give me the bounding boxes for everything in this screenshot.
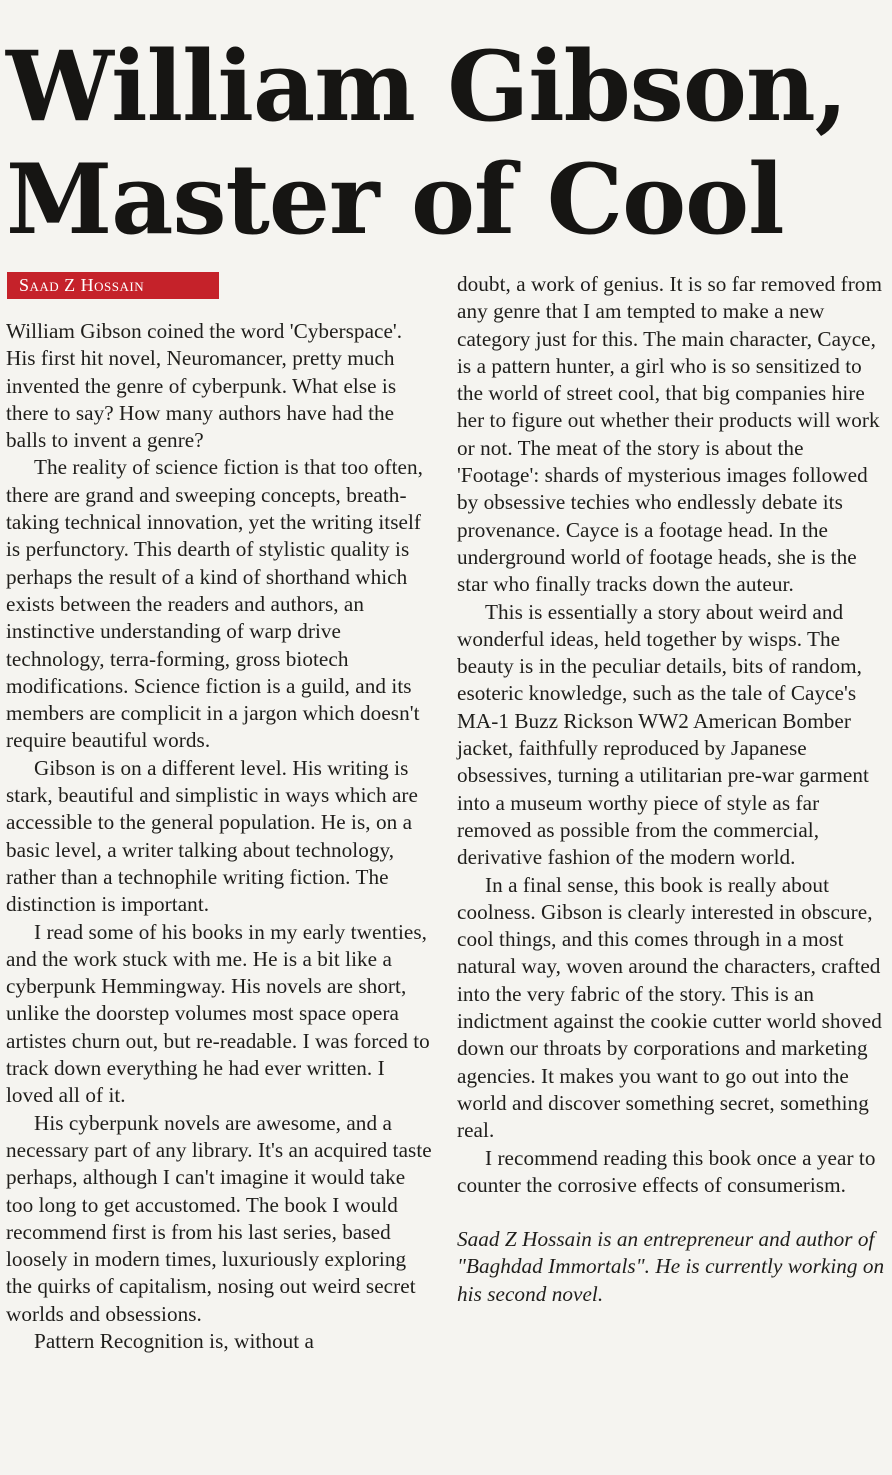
byline-badge: Saad Z Hossain	[7, 272, 219, 299]
paragraph: doubt, a work of genius. It is so far removed from any genre that I am tempted to make a new category just for this. The main character, Cayce, is a pattern hunter, a girl who is so sensitized to the world of street cool, that big companies hire her to figure out whether their products will work or not. The meat of the story is about the 'Footage': shards of mysterious images followed by obsessive techies who endlessly debate its provenance. Cayce is a footage head. In the underground world of footage heads, she is the star who finally tracks down the auteur.	[457, 272, 882, 597]
headline	[6, 30, 886, 256]
headline-line-2: Master of Cool	[6, 143, 784, 256]
paragraph: The reality of science fiction is that too often, there are grand and sweeping concepts, breath-taking technical innovation, yet the writing itself is perfunctory. This dearth of stylistic quality is perhaps the result of a kind of shorthand which exists between the readers and authors, an instinctive understanding of warp drive technology, terra-forming, gross biotech modifications. Science fiction is a guild, and its members are complicit in a jargon which doesn't require beautiful words.	[6, 455, 423, 753]
paragraph: I read some of his books in my early twenties, and the work stuck with me. He is a bit like a cyberpunk Hemmingway. His novels are short, unlike the doorstep volumes most space opera artistes churn out, but re-readable. I was forced to track down everything he had ever written. I loved all of it.	[6, 919, 430, 1108]
paragraph: His cyberpunk novels are awesome, and a necessary part of any library. It's an acquired taste perhaps, although I can't imagine it would take too long to get accustomed. The book I would recommend first is from his last series, based loosely in modern times, luxuriously exploring the quirks of capitalism, nosing out weird secret worlds and obsessions.	[6, 1110, 432, 1326]
paragraph: I recommend reading this book once a year to counter the corrosive effects of consumerism.	[457, 1145, 876, 1197]
paragraph: In a final sense, this book is really about coolness. Gibson is clearly interested in obscure, cool things, and this comes through in a most natural way, woven around the characters, crafted into the very fabric of the story. This is an indictment against the cookie cutter world shoved down our throats by corporations and marketing agencies. It makes you want to go out into the world and discover something secret, something real.	[457, 872, 882, 1143]
author-bio: Saad Z Hossain is an entrepreneur and author of "Baghdad Immortals". He is currently working on his second novel.	[457, 1227, 885, 1306]
paragraph: William Gibson coined the word 'Cyberspace'. His first hit novel, Neuromancer, pretty much invented the genre of cyberpunk. What else is there to say? How many authors have had the balls to invent a genre?	[6, 319, 403, 453]
right-column	[457, 271, 885, 1308]
paragraph: Pattern Recognition is, without a	[34, 1328, 314, 1353]
headline-line-1: William Gibson,	[6, 30, 848, 143]
paragraph: This is essentially a story about weird and wonderful ideas, held together by wisps. The beauty is in the peculiar details, bits of random, esoteric knowledge, such as the tale of Cayce's MA-1 Buzz Rickson WW2 American Bomber jacket, faithfully reproduced by Japanese obsessives, turning a utilitarian pre-war garment into a museum worthy piece of style as far removed as possible from the commercial, derivative fashion of the modern world.	[457, 599, 869, 870]
left-column	[6, 318, 436, 1355]
paragraph: Gibson is on a different level. His writing is stark, beautiful and simplistic in ways which are accessible to the general population. He is, on a basic level, a writer talking about technology, rather than a technophile writing fiction. The distinction is important.	[6, 755, 418, 917]
